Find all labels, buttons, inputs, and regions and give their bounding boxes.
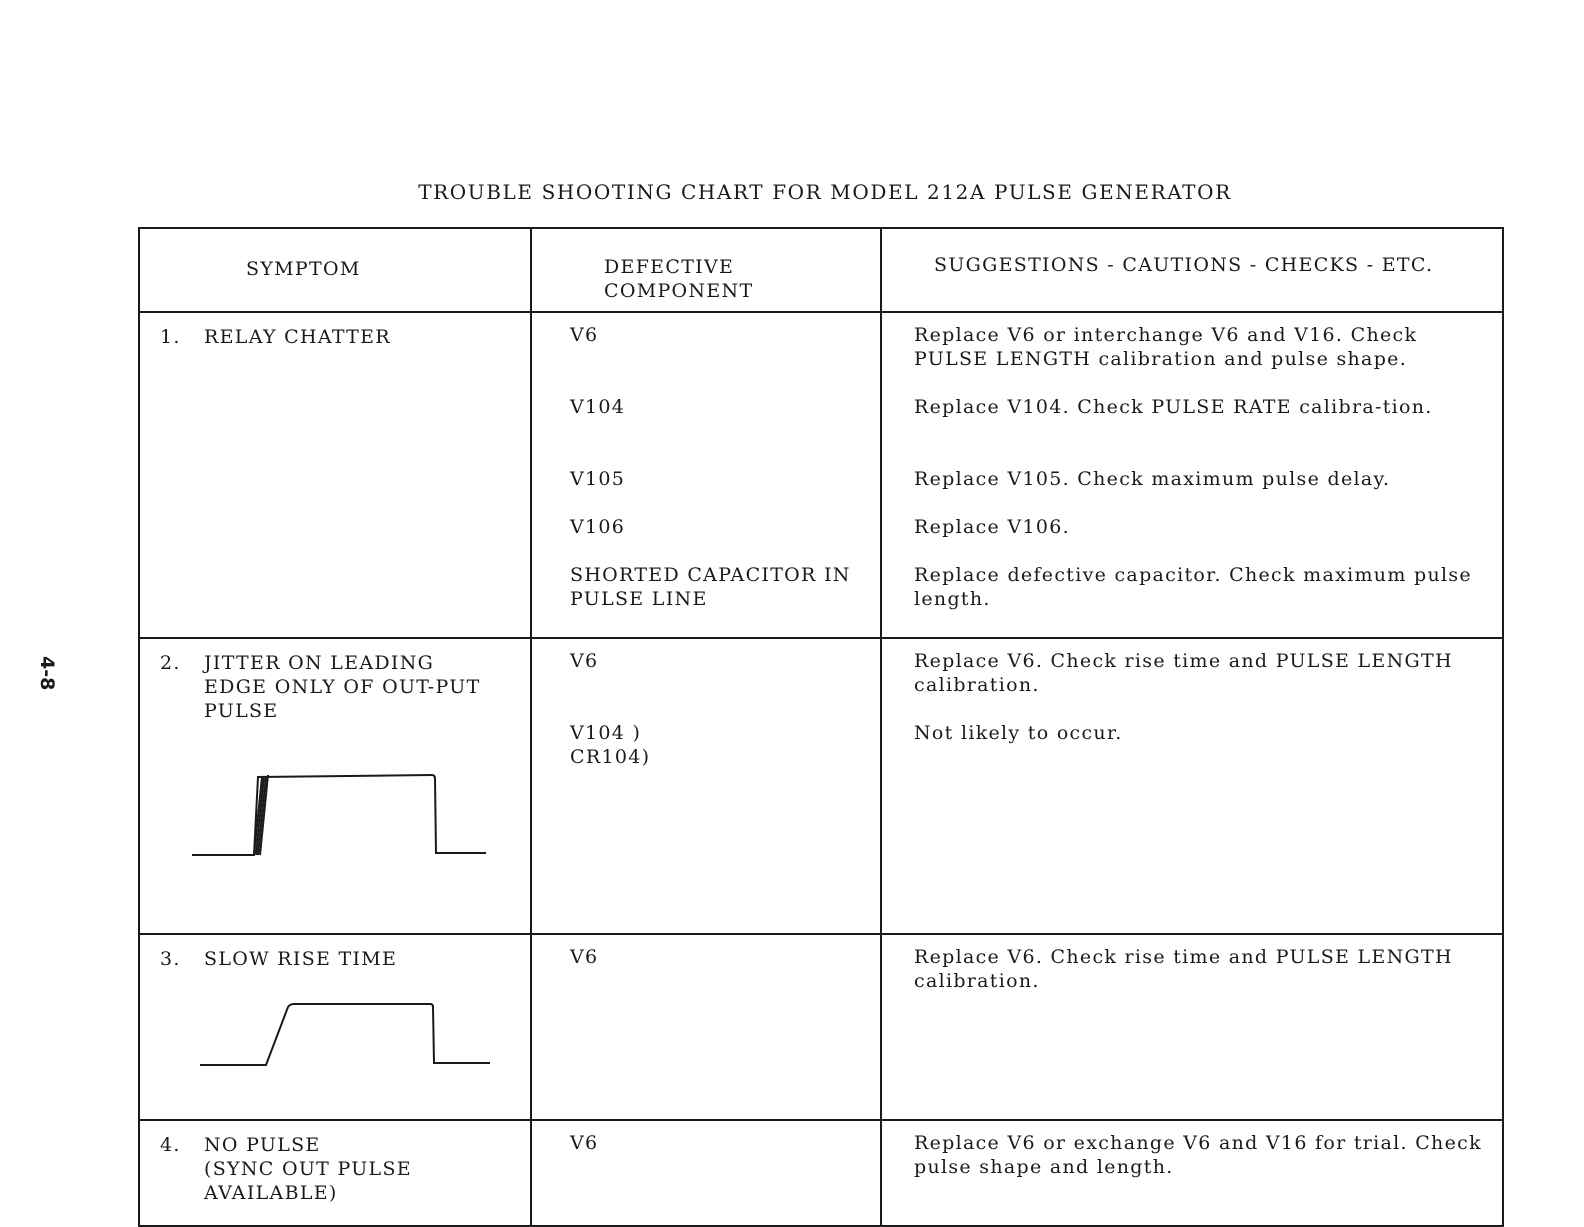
symptom-cell bbox=[139, 638, 531, 934]
suggestion-entry: Replace V105. Check maximum pulse delay. bbox=[914, 468, 1391, 490]
component-entry: V106 bbox=[570, 516, 626, 538]
symptom-text: SLOW RISE TIME bbox=[204, 948, 398, 970]
table-row bbox=[139, 638, 1503, 934]
suggestion-entry: Replace defective capacitor. Check maximum pulse length. bbox=[914, 564, 1472, 610]
page-number: 4-8 bbox=[36, 656, 58, 691]
symptom-cell bbox=[139, 1120, 531, 1226]
symptom-number: 4. bbox=[160, 1134, 181, 1156]
component-entry: V6 bbox=[570, 324, 599, 346]
component-cell bbox=[531, 934, 881, 1120]
symptom-cell bbox=[139, 934, 531, 1120]
suggestion-entry: Replace V104. Check PULSE RATE calibra-tion. bbox=[914, 396, 1433, 418]
header-suggestions: SUGGESTIONS - CAUTIONS - CHECKS - ETC. bbox=[881, 228, 1503, 312]
table-row bbox=[139, 934, 1503, 1120]
slow-rise-pulse-waveform bbox=[200, 1001, 500, 1071]
component-entry: V6 bbox=[570, 946, 599, 968]
table-row bbox=[139, 1120, 1503, 1226]
suggestion-entry: Not likely to occur. bbox=[914, 722, 1123, 744]
suggestion-cell bbox=[881, 638, 1503, 934]
chart-title: TROUBLE SHOOTING CHART FOR MODEL 212A PULSE GENERATOR bbox=[418, 180, 1232, 204]
header-row bbox=[139, 228, 1503, 312]
suggestion-entry: Replace V6. Check rise time and PULSE LENGTH calibration. bbox=[914, 946, 1453, 992]
suggestion-entry: Replace V106. bbox=[914, 516, 1070, 538]
component-entry: V104 ) CR104) bbox=[570, 722, 651, 768]
suggestion-entry: Replace V6. Check rise time and PULSE LENGTH calibration. bbox=[914, 650, 1453, 696]
component-entry: V6 bbox=[570, 1132, 599, 1154]
suggestion-entry: Replace V6 or interchange V6 and V16. Check PULSE LENGTH calibration and pulse shape. bbox=[914, 324, 1418, 370]
symptom-text: RELAY CHATTER bbox=[204, 326, 391, 348]
component-entry: SHORTED CAPACITOR IN PULSE LINE bbox=[570, 564, 851, 610]
component-cell bbox=[531, 638, 881, 934]
suggestion-entry: Replace V6 or exchange V6 and V16 for trial. Check pulse shape and length. bbox=[914, 1132, 1482, 1178]
symptom-number: 3. bbox=[160, 948, 181, 970]
table-row bbox=[139, 312, 1503, 638]
suggestion-cell bbox=[881, 1120, 1503, 1226]
header-symptom: SYMPTOM bbox=[139, 228, 531, 312]
header-component bbox=[531, 228, 881, 312]
component-entry: V6 bbox=[570, 650, 599, 672]
component-entry: V105 bbox=[570, 468, 626, 490]
troubleshooting-table bbox=[138, 227, 1504, 1227]
component-cell bbox=[531, 312, 881, 638]
header-component-line1: DEFECTIVE bbox=[604, 256, 735, 278]
component-cell bbox=[531, 1120, 881, 1226]
symptom-number: 1. bbox=[160, 326, 181, 348]
suggestion-cell bbox=[881, 312, 1503, 638]
symptom-cell bbox=[139, 312, 531, 638]
header-component-line2: COMPONENT bbox=[604, 280, 754, 302]
symptom-text: NO PULSE (SYNC OUT PULSE AVAILABLE) bbox=[204, 1134, 412, 1204]
component-entry: V104 bbox=[570, 396, 626, 418]
symptom-text: JITTER ON LEADING EDGE ONLY OF OUT-PUT PULSE bbox=[204, 652, 481, 722]
symptom-number: 2. bbox=[160, 652, 181, 674]
jittered-pulse-waveform bbox=[192, 773, 492, 863]
suggestion-cell bbox=[881, 934, 1503, 1120]
